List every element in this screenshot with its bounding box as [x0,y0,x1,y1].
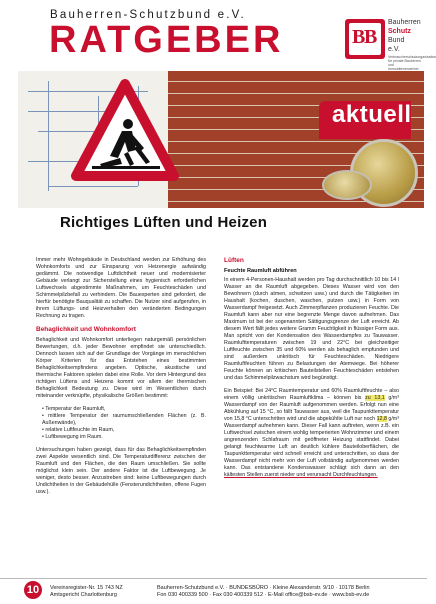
bsb-logo [345,19,385,59]
right-column [224,257,399,485]
page-number-badge: 10 [24,581,42,599]
list-item: • relative Luftfeuchte im Raum, [42,427,206,434]
registry-number: Vereinsregister-Nr. 15 743 NZ [50,585,123,591]
list-item: • Temperatur der Raumluft, [42,406,206,413]
footer-contact [157,585,370,599]
list-item: • Luftbewegung im Raum. [42,434,206,441]
lueften-paragraph-1: In einem 4-Personen-Haushalt werden pro Tag durchschnittlich 10 bis 14 l Wasser an die Raumluft abgegeben. Dieses Wasser wird von den Bewohnern (durch atmen, schwitzen usw.) und durch die Tätigkeiten im Haushalt (kochen, duschen, waschen, putzen usw.) in Form von Wasserdampf freigesetzt. Auch Zimmerpflanzen produzieren Feuchte. Die Raumluft kann aber nur eine begrenzte Menge davon aufnehmen. Das Maximum ist bei der sogenannten Sättigungsgrenze der Luft erreicht. Ab diesem Wert fällt jedes weitere Gramm Feuchtigkeit in flüssiger Form aus. Man spricht von der Kondensation des Wasserdampfes zu Tauwasser. Raumlufttemperaturen zwischen 19 und 22°C bei gleichzeitiger Luftfeuchte zwischen 35 und 60% werden als behaglich empfunden und sind außerdem unkritisch für Feuchteschäden. Niedrigere Raumluftfeuchten führen zu Belastungen der Atemwege. Bei höherer Feuchte können an kritischen Bauteilstellen Feuchteschäden entstehen und das Schimmelpilzwachstum wird begünstigt. [224,277,399,381]
example-text-b: g/m³ Wasserdampf von der Raumluft aufgenommen werden. Erfolgt nun eine Abkühlung auf 15 °C, so fällt Tauwasser aus, weil die Taupunkttemperatur von 15,8 °C unterschritten wird und die abgekühlte Luft nur noch [224,395,399,422]
section-heading-behaglichkeit: Behaglichkeit und Wohnkomfort [36,326,136,333]
example-text-c: g/m³ Wasserdampf aufnehmen kann. Dieser Fall kann auftreten, wenn z.B. ein Luftwechsel zwischen einem wohlig temperierten Wohnzimmer und einem angrenzenden Schlafraum mit geöffneter Heizung stattfindet. Dabei gelangt feuchtwarme Luft an deutlich kühlere Bauteiloberflächen, die Taupunkttemperatur wird schnell erreicht und unterschritten, so dass der Wasserdampf nicht mehr von der Luft vollständig aufgenommen werden kann. Das entstandene Kondenswasser schlägt sich dann an den [224,416,399,471]
logo-letter-b2: B [364,26,378,48]
aktuell-badge-label: aktuell [332,101,412,128]
behaglichkeit-paragraph-2: Untersuchungen haben gezeigt, dass für das Behaglichkeitsempfinden zwei Aspekte wesentlich sind. Die Temperaturdifferenz zwischen der Raumluft und den Flächen, die den Raum umschließen. Sie sollte möglichst klein sein. Der andere Faktor ist die Luftbewegung. Je weniger, desto besser. Anzustreben sind: keine Luftbewegungen durch Undichtheiten in der Gebäudehülle (Fensterundichtheiten, offene Fugen usw.). [36,447,206,495]
example-text-a: Ein Beispiel: Bei 24°C Raumtemperatur und 60% Raumluftfeuchte – also einem völlig unkritischen Raumluftklima – können bis [224,388,399,401]
logo-letter-b1: B [352,26,366,48]
footer-divider [0,578,427,579]
euro-coin-icon-small [322,170,372,200]
contact-phone-email: Fon 030 400339 500 · Fax 030 400339 512 · E-Mail office@bsb-ev.de · www.bsb-ev.de [157,592,370,598]
highlight-value-1: zu 13,1 [365,395,385,401]
footer-registry [50,585,123,599]
construction-sign-icon [70,78,180,188]
article-headline: Richtiges Lüften und Heizen [60,214,268,231]
behaglichkeit-paragraph-1: Behaglichkeit und Wohnkomfort unterliegen naturgemäß persönlichen Bewertungen, d.h. jeder Bewohner empfindet sie unterschiedlich. Dennoch lassen sich auf der Grundlage der Vorgänge im menschlichen Körper Kriterien für das Entstehen eines bestimmten Behaglichkeitsempfindens angeben. Optische, akustische und thermische Faktoren spielen dabei eine Rolle. Vor dem Hintergrund des richtigen Lüftens und Heizens kommt vor allem der thermischen Behaglichkeit Bedeutung zu. Diese wird im Wesentlichen durch miteinander verknüpfte, physikalische Größen bestimmt: [36,337,206,399]
logo-tagline: Verbraucherschutzorganisation für private Bauherren und Immobilienerwerber [388,55,436,71]
bsb-logo-mark [349,23,381,55]
logo-wordmark [388,18,421,54]
masthead-title: RATGEBER [49,19,284,61]
logo-line-1: Bauherren [388,19,421,26]
list-item: • mittlere Temperatur der raumumschließenden Flächen (z. B. Außenwände), [42,413,206,427]
lueften-paragraph-2 [224,388,399,479]
subheading-feuchte-raumluft: Feuchte Raumluft abführen [224,268,297,274]
registry-court: Amtsgericht Charlottenburg [50,592,117,598]
intro-paragraph: Immer mehr Wohngebäude in Deutschland werden zur Erhöhung des Wohnkomforts und zur Einsparung von Heizenergie aufwändig gedämmt. Die notwendige Luftdichtheit neuer und modernisierter Gebäude verlangt zur Sicherstellung eines hygienisch erforderlichen Luftwechsels abgestimmte Maßnahmen, um Feuchteschäden und Schimmelpilzbefall zu verhindern. Die Bauexperten sind gefordert, die hierfür benötigte Bauqualität zu schaffen. Die Nutzer sind aufgerufen, in ihrem Lüftungs- und Heizverhalten den veränderten Bedingungen Rechnung zu tragen. [36,257,206,319]
underlined-conclusion: kältesten Stellen zuerst nieder und verursacht Durchfeuchtungen. [224,472,378,478]
highlight-value-2: 12,8 [376,416,387,422]
logo-line-2: Schutz [388,28,411,35]
masthead-subtitle: Bauherren-Schutzbund e.V. [50,9,246,21]
logo-line-3: Bund [388,37,405,44]
factor-list [36,406,206,441]
left-column [36,257,206,502]
contact-address: Bauherren-Schutzbund e.V. · BUNDESBÜRO · Kleine Alexanderstr. 9/10 · 10178 Berlin [157,585,370,591]
logo-line-4: e.V. [388,46,400,53]
section-heading-lueften: Lüften [224,257,244,264]
